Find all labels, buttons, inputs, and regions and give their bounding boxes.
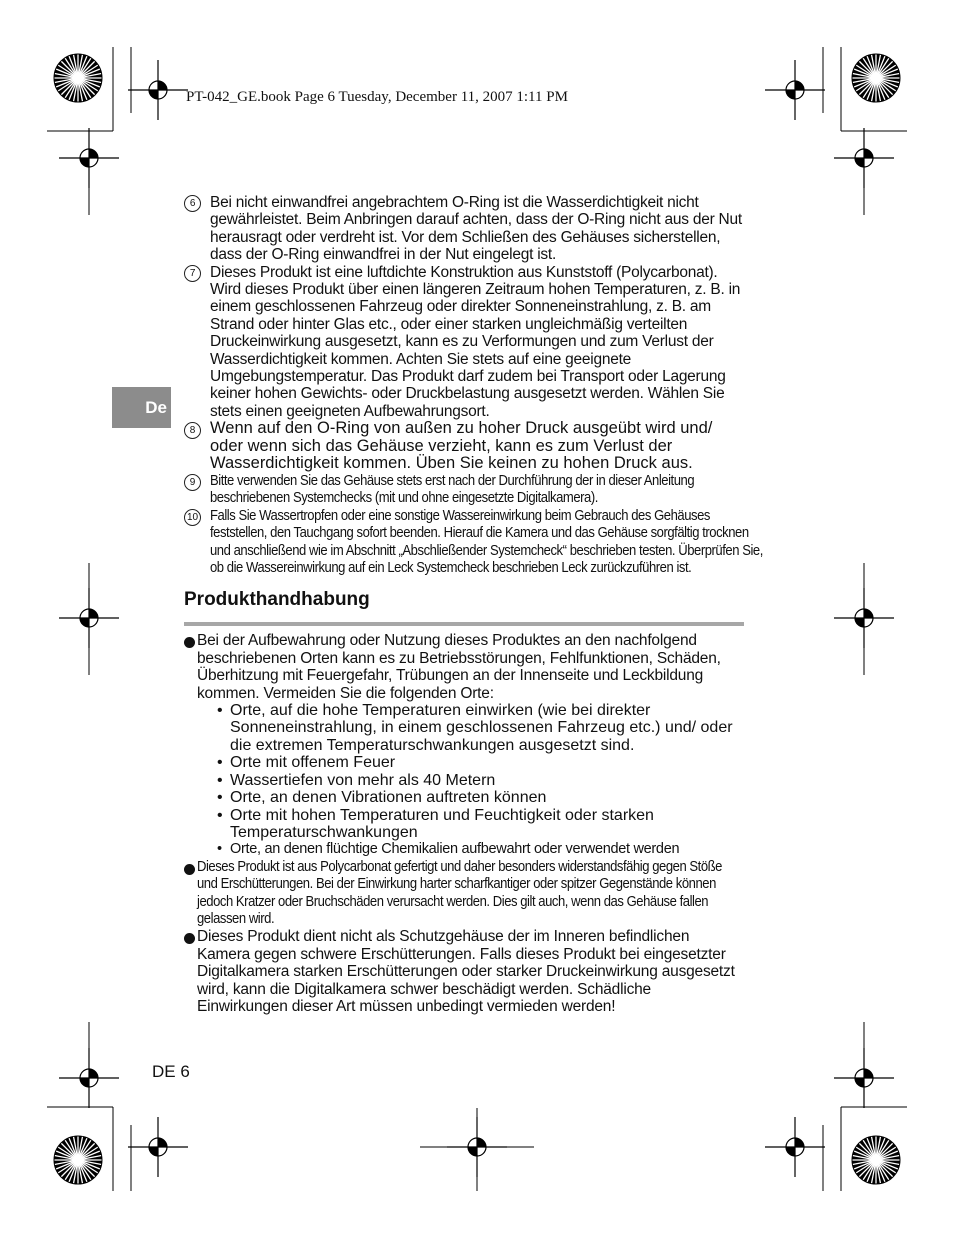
sub-bullet-item (184, 841, 744, 858)
section-heading: Produkthandhabung (184, 588, 744, 626)
item-text: Wenn auf den O-Ring von außen zu hoher Druck ausgeübt wird und/ oder wenn sich das Gehäuse verzieht, kann es zum Verlust der Wasserdichtigkeit kommen. Üben Sie keinen zu hohen Druck aus. (210, 419, 713, 473)
sub-bullet-marker: • (217, 702, 223, 720)
sub-bullet-marker: • (217, 771, 223, 789)
sub-bullet-marker: • (217, 754, 223, 772)
bullet-text: Dieses Produkt dient nicht als Schutzgehäuse der im Inneren befindlichen Kamera gegen schwere Erschütterungen. Falls dieses Produkt bei eingesetzter Digitalkamera starken Erschütterungen oder starker Druckeinwirkung ausgesetzt wird, kann die Digitalkamera schwer beschädigt werden. Schädliche Einwirkungen dieser Art müssen unbedingt vermieden werden! (197, 928, 735, 1016)
item-number-circle: 6 (184, 195, 201, 212)
bullet-text: Dieses Produkt ist aus Polycarbonat gefertigt und daher besonders widerstandsfähig gegen Stöße und Erschütterungen. Bei der Einwirkung harter scharfkantiger oder spitzer Gegenstände können jedoch Kratzer oder Bruchschäden verursacht werden. Dies gilt auch, wenn das Gehäuse fallen gelassen wird. (197, 858, 722, 927)
bullet-item (184, 928, 744, 1016)
sub-bullet-text: Orte, an denen Vibrationen auftreten können (230, 789, 547, 807)
registration-mark (765, 1117, 825, 1177)
starburst-mark-bottom-left (54, 1136, 102, 1184)
registration-mark (128, 60, 188, 120)
numbered-item-7 (184, 264, 744, 421)
sub-bullet-item (184, 807, 744, 842)
sub-bullet-item (184, 702, 744, 754)
bullet-dot-icon (184, 864, 195, 875)
item-number-circle: 10 (184, 509, 201, 526)
bullet-text: Bei der Aufbewahrung oder Nutzung dieses Produktes an den nachfolgend beschriebenen Orten kann es zu Betriebsstörungen, Fehlfunktionen, Schäden, Überhitzung mit Feuergefahr, Trübungen an der Innenseite und Leckbildung kommen. Vermeiden Sie die folgenden Orte: (197, 632, 721, 702)
sub-bullet-text: Orte, an denen flüchtige Chemikalien aufbewahrt oder verwendet werden (230, 841, 680, 858)
item-text: Bitte verwenden Sie das Gehäuse stets erst nach der Durchführung der in dieser Anleitung beschriebenen Systemchecks (mit und ohne eingesetzte Digitalkamera). (210, 472, 695, 507)
item-text: Falls Sie Wassertropfen oder eine sonstige Wassereinwirkung beim Gebrauch des Gehäuses feststellen, den Tauchgang sofort beenden. Hierauf die Kamera und das Gehäuse sorgfältig trocknen und anschließend wie im Abschnitt „Abschließender Systemcheck“ beschrieben testen. Überprüfen Sie, ob die Wassereinwirkung auf ein Leck Systemcheck beschrieben Leck zurückzuführen ist. (210, 507, 763, 577)
page-number: DE 6 (152, 1062, 190, 1081)
sub-bullet-text: Orte, auf die hohe Temperaturen einwirken (wie bei direkter Sonneneinstrahlung, in einem geschlossenen Fahrzeug etc.) und/ oder die extremen Temperaturschwankungen ausgesetzt sind. (230, 702, 733, 754)
item-number-circle: 8 (184, 422, 201, 439)
item-number-circle: 9 (184, 474, 201, 491)
sub-bullet-item (184, 789, 744, 806)
starburst-mark-bottom-right (852, 1136, 900, 1184)
bullet-list (184, 632, 744, 1016)
bullet-item (184, 859, 744, 929)
sub-bullet-marker: • (217, 789, 223, 807)
item-text: Dieses Produkt ist eine luftdichte Konstruktion aus Kunststoff (Polycarbonat). Wird dieses Produkt über einen längeren Zeitraum hohen Temperaturen, z. B. in einem geschlossenen Fahrzeug oder direkter Sonneneinstrahlung, z. B. am Strand oder hinter Glas etc., oder einer starken ungleichmäßig verteilten Druckeinwirkung ausgesetzt, kann es zu Verformungen und zum Verlust der Wasserdichtigkeit kommen. Achten Sie stets auf eine geeignete Umgebungstemperatur. Das Produkt darf zudem bei Transport oder Lagerung keiner hohen Gewichts- oder Druckbelastung ausgesetzt werden. Wählen Sie stets einen geeigneten Aufbewahrungsort. (210, 263, 741, 420)
starburst-mark-top-left (54, 54, 102, 102)
starburst-mark-top-right (852, 54, 900, 102)
sub-bullet-text: Wassertiefen von mehr als 40 Metern (230, 771, 496, 789)
sub-bullet-item (184, 754, 744, 771)
numbered-item-10 (184, 507, 763, 578)
bullet-dot-icon (184, 933, 195, 944)
sub-bullet-text: Orte mit offenem Feuer (230, 754, 396, 772)
sub-bullet-marker: • (217, 806, 223, 824)
numbered-item-8 (184, 420, 744, 472)
book-header: PT-042_GE.book Page 6 Tuesday, December 11, 2007 1:11 PM (186, 89, 568, 105)
page-content (184, 194, 763, 1016)
sub-bullet-marker: • (217, 841, 222, 858)
bullet-item (184, 632, 744, 702)
sub-bullet-item (184, 772, 744, 789)
registration-mark (765, 60, 825, 120)
item-text: Bei nicht einwandfrei angebrachtem O-Ring ist die Wasserdichtigkeit nicht gewährleistet. Beim Anbringen darauf achten, dass der O-Ring nicht aus der Nut herausragt oder verdreht ist. Vor dem Schließen des Gehäuses sicherstellen, dass der O-Ring einwandfrei in der Nut eingelegt ist. (210, 194, 742, 264)
bullet-dot-icon (184, 637, 195, 648)
registration-mark (128, 1117, 188, 1177)
numbered-item-9 (184, 473, 744, 508)
numbered-item-6 (184, 194, 744, 264)
item-number-circle: 7 (184, 265, 201, 282)
sub-bullet-text: Orte mit hohen Temperaturen und Feuchtigkeit oder starken Temperaturschwankungen (230, 806, 654, 841)
language-tab: De (112, 387, 171, 428)
